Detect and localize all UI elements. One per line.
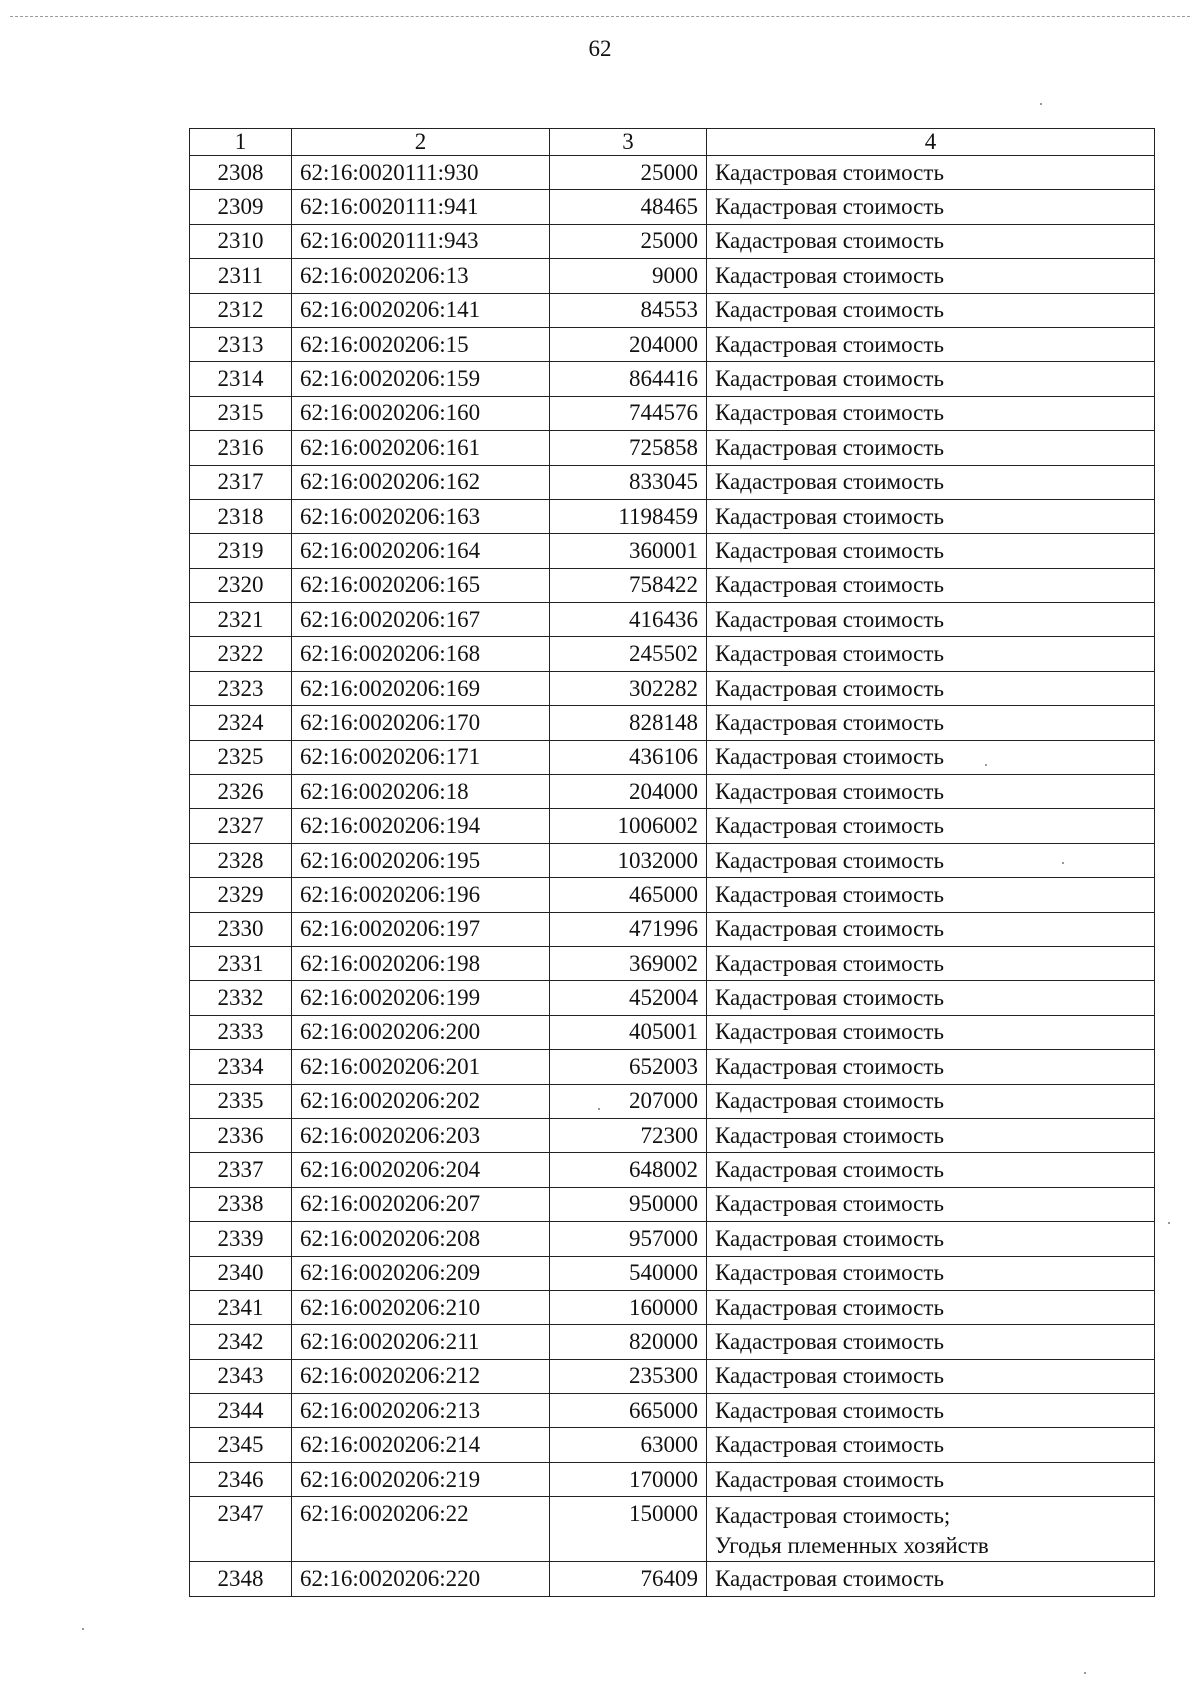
- note-line: Кадастровая стоимость: [715, 400, 944, 426]
- row-number-cell: 2308: [190, 156, 292, 190]
- value-cell: 369002: [550, 946, 707, 980]
- note-cell: [707, 1325, 1155, 1359]
- note-line: Кадастровая стоимость: [715, 1565, 944, 1591]
- note-line: Кадастровая стоимость: [715, 537, 944, 563]
- note-cell: [707, 1084, 1155, 1118]
- table-row: [190, 671, 1155, 705]
- note-cell: [707, 706, 1155, 740]
- note-cell: [707, 224, 1155, 258]
- note-cell: [707, 671, 1155, 705]
- row-number-cell: 2334: [190, 1050, 292, 1084]
- value-cell: 864416: [550, 362, 707, 396]
- note-cell: [707, 1290, 1155, 1324]
- cadastral-number-cell: 62:16:0020206:219: [292, 1462, 550, 1496]
- scan-speck: [1062, 862, 1064, 864]
- value-cell: 828148: [550, 706, 707, 740]
- value-cell: 9000: [550, 259, 707, 293]
- row-number-cell: 2313: [190, 327, 292, 361]
- note-cell: [707, 568, 1155, 602]
- row-number-cell: 2318: [190, 499, 292, 533]
- row-number-cell: 2328: [190, 843, 292, 877]
- note-cell: [707, 1562, 1155, 1596]
- note-line: Кадастровая стоимость: [715, 1122, 944, 1148]
- value-cell: 204000: [550, 775, 707, 809]
- table-row: [190, 499, 1155, 533]
- table-row: [190, 156, 1155, 190]
- note-cell: [707, 156, 1155, 190]
- table-row: [190, 1428, 1155, 1462]
- value-cell: 204000: [550, 327, 707, 361]
- table-row: [190, 1290, 1155, 1324]
- cadastral-number-cell: 62:16:0020206:211: [292, 1325, 550, 1359]
- note-line: Кадастровая стоимость: [715, 434, 944, 460]
- table-row: [190, 362, 1155, 396]
- header-row: [190, 129, 1155, 156]
- cadastral-number-cell: 62:16:0020206:199: [292, 981, 550, 1015]
- cadastral-number-cell: 62:16:0020206:18: [292, 775, 550, 809]
- note-cell: [707, 1222, 1155, 1256]
- note-line: Кадастровая стоимость: [715, 1328, 944, 1354]
- value-cell: 950000: [550, 1187, 707, 1221]
- value-cell: 72300: [550, 1118, 707, 1152]
- table-row: [190, 1015, 1155, 1049]
- cadastral-number-cell: 62:16:0020206:161: [292, 431, 550, 465]
- cadastral-number-cell: 62:16:0020206:170: [292, 706, 550, 740]
- cadastral-number-cell: 62:16:0020206:212: [292, 1359, 550, 1393]
- note-cell: [707, 981, 1155, 1015]
- table-row: [190, 878, 1155, 912]
- table-row: [190, 534, 1155, 568]
- note-line: Кадастровая стоимость: [715, 916, 944, 942]
- note-cell: [707, 534, 1155, 568]
- row-number-cell: 2343: [190, 1359, 292, 1393]
- row-number-cell: 2319: [190, 534, 292, 568]
- cadastral-number-cell: 62:16:0020206:141: [292, 293, 550, 327]
- note-line: Кадастровая стоимость: [715, 1053, 944, 1079]
- note-line: Кадастровая стоимость: [715, 813, 944, 839]
- value-cell: 170000: [550, 1462, 707, 1496]
- value-cell: 758422: [550, 568, 707, 602]
- table-row: [190, 912, 1155, 946]
- value-cell: 471996: [550, 912, 707, 946]
- cadastral-number-cell: 62:16:0020206:202: [292, 1084, 550, 1118]
- cadastral-number-cell: 62:16:0020206:195: [292, 843, 550, 877]
- row-number-cell: 2333: [190, 1015, 292, 1049]
- note-cell: [707, 637, 1155, 671]
- value-cell: 150000: [550, 1497, 707, 1562]
- note-cell: [707, 1187, 1155, 1221]
- cadastral-number-cell: 62:16:0020206:163: [292, 499, 550, 533]
- table-row: [190, 568, 1155, 602]
- row-number-cell: 2348: [190, 1562, 292, 1596]
- note-cell: [707, 809, 1155, 843]
- scan-top-edge: [10, 16, 1190, 17]
- scan-speck: [82, 1628, 84, 1630]
- cadastral-number-cell: 62:16:0020206:214: [292, 1428, 550, 1462]
- cadastral-number-cell: 62:16:0020206:169: [292, 671, 550, 705]
- value-cell: 160000: [550, 1290, 707, 1324]
- row-number-cell: 2322: [190, 637, 292, 671]
- value-cell: 744576: [550, 396, 707, 430]
- row-number-cell: 2330: [190, 912, 292, 946]
- table-row: [190, 1187, 1155, 1221]
- value-cell: 436106: [550, 740, 707, 774]
- table-row: [190, 603, 1155, 637]
- table-row: [190, 843, 1155, 877]
- value-cell: 1006002: [550, 809, 707, 843]
- note-cell: [707, 740, 1155, 774]
- note-cell: [707, 396, 1155, 430]
- table-row: [190, 1153, 1155, 1187]
- table-row: [190, 224, 1155, 258]
- note-line: Кадастровая стоимость: [715, 331, 944, 357]
- cadastral-number-cell: 62:16:0020206:203: [292, 1118, 550, 1152]
- note-cell: [707, 259, 1155, 293]
- table-row: [190, 740, 1155, 774]
- cadastral-number-cell: 62:16:0020206:210: [292, 1290, 550, 1324]
- value-cell: 665000: [550, 1394, 707, 1428]
- note-cell: [707, 431, 1155, 465]
- note-cell: [707, 362, 1155, 396]
- table-row: [190, 1050, 1155, 1084]
- note-cell: [707, 1256, 1155, 1290]
- cadastral-number-cell: 62:16:0020206:171: [292, 740, 550, 774]
- note-cell: [707, 1015, 1155, 1049]
- scan-speck: [1084, 1672, 1086, 1674]
- scan-speck: [1040, 103, 1042, 105]
- value-cell: 63000: [550, 1428, 707, 1462]
- note-line: Кадастровая стоимость: [715, 1397, 944, 1423]
- cadastral-number-cell: 62:16:0020206:208: [292, 1222, 550, 1256]
- row-number-cell: 2324: [190, 706, 292, 740]
- note-cell: [707, 1428, 1155, 1462]
- row-number-cell: 2320: [190, 568, 292, 602]
- value-cell: 25000: [550, 156, 707, 190]
- note-line: Кадастровая стоимость: [715, 1019, 944, 1045]
- cadastral-number-cell: 62:16:0020206:198: [292, 946, 550, 980]
- value-cell: 1198459: [550, 499, 707, 533]
- note-cell: [707, 499, 1155, 533]
- land-registry-table: [189, 128, 1155, 1597]
- note-cell: [707, 912, 1155, 946]
- table-header: [190, 129, 1155, 156]
- table-row: [190, 946, 1155, 980]
- row-number-cell: 2341: [190, 1290, 292, 1324]
- table-row: [190, 465, 1155, 499]
- note-line: Кадастровая стоимость: [715, 1260, 944, 1286]
- header-col-1: 1: [190, 129, 292, 156]
- row-number-cell: 2309: [190, 190, 292, 224]
- cadastral-number-cell: 62:16:0020206:162: [292, 465, 550, 499]
- cadastral-number-cell: 62:16:0020206:209: [292, 1256, 550, 1290]
- scan-speck: [985, 764, 987, 766]
- table-row: [190, 1222, 1155, 1256]
- value-cell: 302282: [550, 671, 707, 705]
- row-number-cell: 2316: [190, 431, 292, 465]
- note-cell: [707, 327, 1155, 361]
- value-cell: 207000: [550, 1084, 707, 1118]
- cadastral-number-cell: 62:16:0020206:197: [292, 912, 550, 946]
- table-row: [190, 1256, 1155, 1290]
- note-line: Кадастровая стоимость: [715, 469, 944, 495]
- page-number: 62: [588, 36, 612, 61]
- value-cell: 725858: [550, 431, 707, 465]
- header-col-2: 2: [292, 129, 550, 156]
- note-line: Кадастровая стоимость: [715, 744, 944, 770]
- scan-speck: [1168, 1222, 1170, 1224]
- row-number-cell: 2325: [190, 740, 292, 774]
- row-number-cell: 2347: [190, 1497, 292, 1562]
- cadastral-number-cell: 62:16:0020206:13: [292, 259, 550, 293]
- note-cell: [707, 1462, 1155, 1496]
- note-line: Кадастровая стоимость: [715, 1294, 944, 1320]
- table-body: [190, 156, 1155, 1597]
- row-number-cell: 2314: [190, 362, 292, 396]
- value-cell: 1032000: [550, 843, 707, 877]
- cadastral-number-cell: 62:16:0020206:207: [292, 1187, 550, 1221]
- table-row: [190, 1359, 1155, 1393]
- note-cell: [707, 1050, 1155, 1084]
- row-number-cell: 2346: [190, 1462, 292, 1496]
- value-cell: 820000: [550, 1325, 707, 1359]
- note-line: Кадастровая стоимость: [715, 572, 944, 598]
- value-cell: 25000: [550, 224, 707, 258]
- note-line: Кадастровая стоимость: [715, 778, 944, 804]
- value-cell: 652003: [550, 1050, 707, 1084]
- row-number-cell: 2340: [190, 1256, 292, 1290]
- table-row: [190, 431, 1155, 465]
- note-cell: [707, 946, 1155, 980]
- table-row: [190, 1084, 1155, 1118]
- note-line: Кадастровая стоимость: [715, 985, 944, 1011]
- cadastral-number-cell: 62:16:0020206:22: [292, 1497, 550, 1562]
- row-number-cell: 2315: [190, 396, 292, 430]
- header-col-4: 4: [707, 129, 1155, 156]
- value-cell: 405001: [550, 1015, 707, 1049]
- value-cell: 416436: [550, 603, 707, 637]
- note-cell: [707, 293, 1155, 327]
- table-row: [190, 1394, 1155, 1428]
- note-line: Кадастровая стоимость: [715, 950, 944, 976]
- scan-speck: [598, 1108, 600, 1110]
- cadastral-number-cell: 62:16:0020111:941: [292, 190, 550, 224]
- cadastral-number-cell: 62:16:0020206:167: [292, 603, 550, 637]
- note-line: Кадастровая стоимость: [715, 1157, 944, 1183]
- note-cell: [707, 878, 1155, 912]
- table-row: [190, 259, 1155, 293]
- note-line: Кадастровая стоимость: [715, 159, 944, 185]
- note-line: Кадастровая стоимость: [715, 1225, 944, 1251]
- row-number-cell: 2326: [190, 775, 292, 809]
- row-number-cell: 2332: [190, 981, 292, 1015]
- row-number-cell: 2312: [190, 293, 292, 327]
- cadastral-number-cell: 62:16:0020206:204: [292, 1153, 550, 1187]
- row-number-cell: 2317: [190, 465, 292, 499]
- table-row: [190, 775, 1155, 809]
- note-line: Кадастровая стоимость: [715, 297, 944, 323]
- row-number-cell: 2311: [190, 259, 292, 293]
- note-cell: [707, 465, 1155, 499]
- note-line: Кадастровая стоимость: [715, 847, 944, 873]
- value-cell: 48465: [550, 190, 707, 224]
- note-cell: [707, 1118, 1155, 1152]
- note-cell: [707, 1497, 1155, 1562]
- note-line: Кадастровая стоимость: [715, 366, 944, 392]
- row-number-cell: 2321: [190, 603, 292, 637]
- value-cell: 360001: [550, 534, 707, 568]
- row-number-cell: 2342: [190, 1325, 292, 1359]
- value-cell: 235300: [550, 1359, 707, 1393]
- note-cell: [707, 603, 1155, 637]
- note-line: Кадастровая стоимость: [715, 262, 944, 288]
- table-row: [190, 706, 1155, 740]
- cadastral-number-cell: 62:16:0020206:15: [292, 327, 550, 361]
- note-cell: [707, 190, 1155, 224]
- table-row: [190, 190, 1155, 224]
- note-line: Кадастровая стоимость: [715, 1191, 944, 1217]
- note-line: Кадастровая стоимость: [715, 675, 944, 701]
- note-line: Кадастровая стоимость: [715, 503, 944, 529]
- value-cell: 76409: [550, 1562, 707, 1596]
- cadastral-number-cell: 62:16:0020206:200: [292, 1015, 550, 1049]
- value-cell: 452004: [550, 981, 707, 1015]
- note-cell: [707, 1394, 1155, 1428]
- note-line: Кадастровая стоимость: [715, 881, 944, 907]
- header-col-3: 3: [550, 129, 707, 156]
- cadastral-number-cell: 62:16:0020206:164: [292, 534, 550, 568]
- cadastral-number-cell: 62:16:0020206:168: [292, 637, 550, 671]
- note-line: Кадастровая стоимость: [715, 1432, 944, 1458]
- note-cell: [707, 843, 1155, 877]
- cadastral-number-cell: 62:16:0020206:220: [292, 1562, 550, 1596]
- cadastral-number-cell: 62:16:0020206:194: [292, 809, 550, 843]
- note-line: Кадастровая стоимость;: [715, 1503, 951, 1529]
- row-number-cell: 2329: [190, 878, 292, 912]
- table-row: [190, 809, 1155, 843]
- value-cell: 833045: [550, 465, 707, 499]
- table-row: [190, 1562, 1155, 1596]
- note-cell: [707, 775, 1155, 809]
- table-row: [190, 637, 1155, 671]
- value-cell: 648002: [550, 1153, 707, 1187]
- value-cell: 465000: [550, 878, 707, 912]
- row-number-cell: 2339: [190, 1222, 292, 1256]
- note-line: Кадастровая стоимость: [715, 606, 944, 632]
- table-row: [190, 293, 1155, 327]
- cadastral-number-cell: 62:16:0020206:213: [292, 1394, 550, 1428]
- row-number-cell: 2323: [190, 671, 292, 705]
- table-row: [190, 981, 1155, 1015]
- note-line: Кадастровая стоимость: [715, 194, 944, 220]
- row-number-cell: 2335: [190, 1084, 292, 1118]
- note-line: Кадастровая стоимость: [715, 709, 944, 735]
- row-number-cell: 2310: [190, 224, 292, 258]
- table-row: [190, 1462, 1155, 1496]
- cadastral-number-cell: 62:16:0020111:943: [292, 224, 550, 258]
- note-cell: [707, 1359, 1155, 1393]
- note-line: Кадастровая стоимость: [715, 1363, 944, 1389]
- row-number-cell: 2337: [190, 1153, 292, 1187]
- row-number-cell: 2336: [190, 1118, 292, 1152]
- note-line: Кадастровая стоимость: [715, 1466, 944, 1492]
- note-line: Кадастровая стоимость: [715, 1088, 944, 1114]
- row-number-cell: 2345: [190, 1428, 292, 1462]
- cadastral-number-cell: 62:16:0020206:201: [292, 1050, 550, 1084]
- cadastral-number-cell: 62:16:0020206:159: [292, 362, 550, 396]
- note-line: Кадастровая стоимость: [715, 228, 944, 254]
- cadastral-number-cell: 62:16:0020111:930: [292, 156, 550, 190]
- row-number-cell: 2331: [190, 946, 292, 980]
- row-number-cell: 2327: [190, 809, 292, 843]
- value-cell: 540000: [550, 1256, 707, 1290]
- note-line: Кадастровая стоимость: [715, 641, 944, 667]
- cadastral-number-cell: 62:16:0020206:160: [292, 396, 550, 430]
- table-row: [190, 327, 1155, 361]
- table-row: [190, 1497, 1155, 1562]
- row-number-cell: 2338: [190, 1187, 292, 1221]
- table-row: [190, 396, 1155, 430]
- cadastral-number-cell: 62:16:0020206:165: [292, 568, 550, 602]
- table-row: [190, 1118, 1155, 1152]
- row-number-cell: 2344: [190, 1394, 292, 1428]
- note-cell: [707, 1153, 1155, 1187]
- cadastral-number-cell: 62:16:0020206:196: [292, 878, 550, 912]
- value-cell: 957000: [550, 1222, 707, 1256]
- value-cell: 84553: [550, 293, 707, 327]
- table-row: [190, 1325, 1155, 1359]
- note-line: Угодья племенных хозяйств: [715, 1533, 989, 1559]
- value-cell: 245502: [550, 637, 707, 671]
